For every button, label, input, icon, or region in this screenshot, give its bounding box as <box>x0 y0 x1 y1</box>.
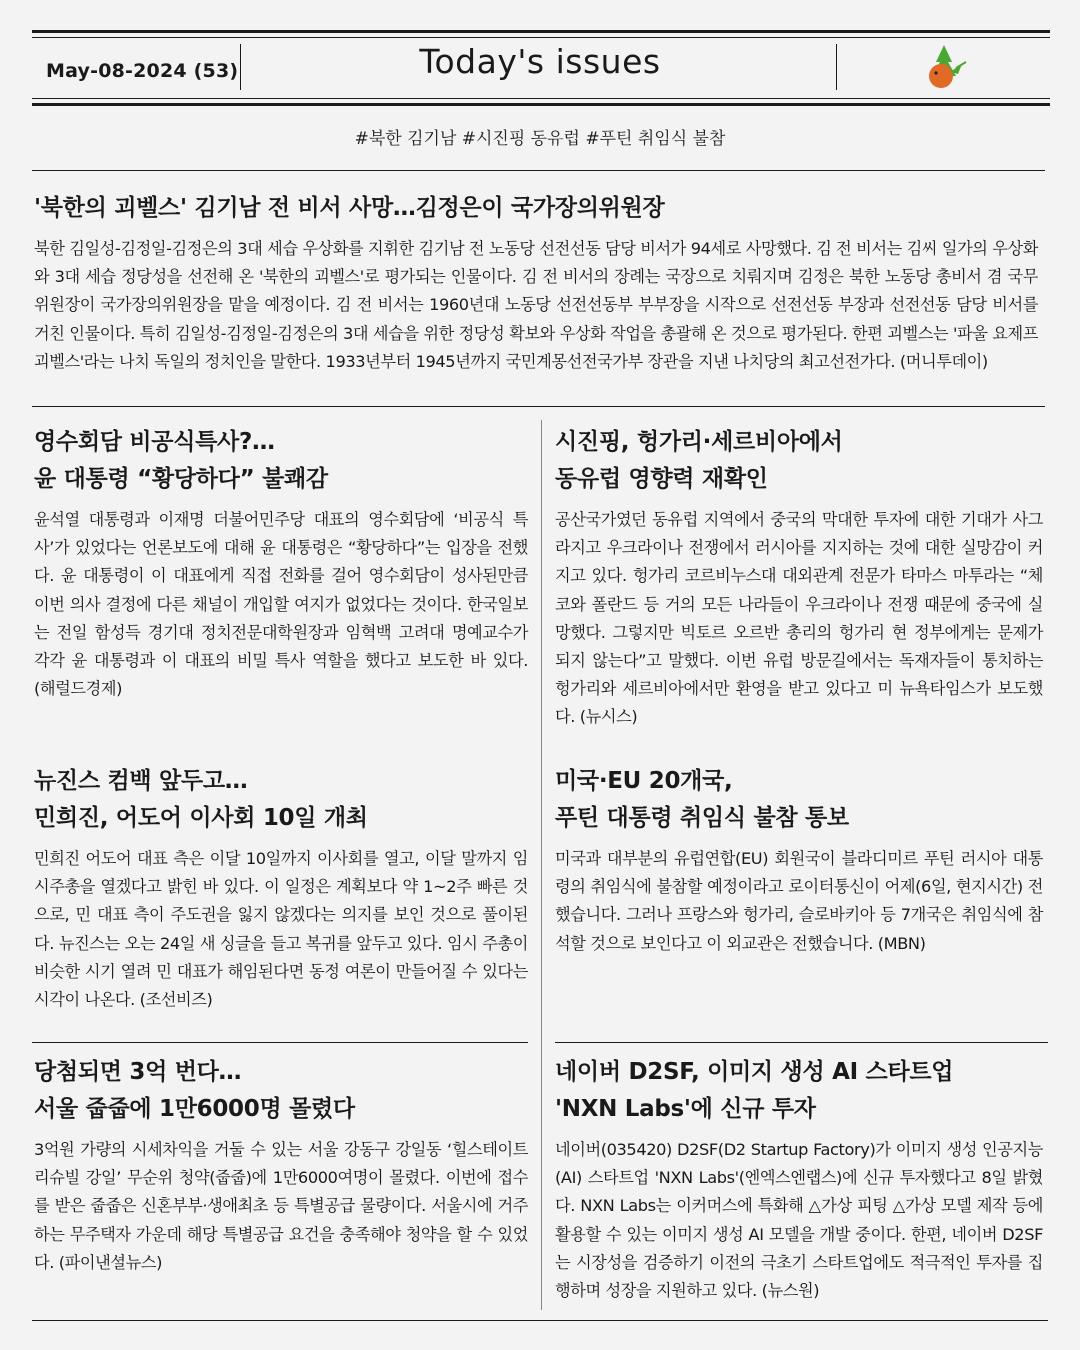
masthead-bottom-rule <box>32 98 1050 99</box>
masthead-divider-left <box>240 44 241 90</box>
article-headline: 미국·EU 20개국, 푸틴 대통령 취임식 불참 통보 <box>555 768 849 831</box>
masthead-divider-right <box>836 44 837 90</box>
article-xi <box>555 424 1043 732</box>
page-bottom-rule <box>32 1320 1048 1321</box>
article-body: 공산국가였던 동유럽 지역에서 중국의 막대한 투자에 대한 기대가 사그라지고 우크라이나 전쟁에서 러시아를 지지하는 것에 대한 실망감이 커지고 있다. 헝가리 코르비누스대 대외관계 전문가 타마스 마투라는 “체코와 폴란드 등 거의 모든 나라들이 우크라이나 전쟁 때문에 중국에 실망했다. 그렇지만 빅토르 오르반 총리의 헝가리 현 정부에게는 문제가 되지 않는다”고 말했다. 이번 유럽 방문길에서는 독재자들이 통치하는 헝가리와 세르비아에서만 환영을 받고 있다고 미 뉴욕타임스가 보도했다. (뉴시스) <box>555 510 1043 727</box>
article-headline: 영수회담 비공식특사?… 윤 대통령 “황당하다” 불쾌감 <box>34 429 328 492</box>
article-headline: 네이버 D2SF, 이미지 생성 AI 스타트업 'NXN Labs'에 신규 투자 <box>555 1059 954 1122</box>
article-putin <box>555 763 1043 958</box>
article-newjeans <box>34 763 528 1014</box>
article-body: 민희진 어도어 대표 측은 이달 10일까지 이사회를 열고, 이달 말까지 임시주총을 열겠다고 밝힌 바 있다. 이 일정은 계획보다 약 1~2주 빠른 것으로, 민 대표 측이 주도권을 잃지 않겠다는 의지를 보인 것으로 풀이된다. 뉴진스는 오는 24일 새 싱글을 들고 복귀를 앞두고 있다. 임시 주총이 비슷한 시기 열려 민 대표가 해임된다면 동정 여론이 만들어질 수 있다는 시각이 나온다. (조선비즈) <box>34 849 528 1010</box>
article-body: 윤석열 대통령과 이재명 더불어민주당 대표의 영수회담에 ‘비공식 특사’가 있었다는 언론보도에 대해 윤 대통령은 “황당하다”는 입장을 전했다. 윤 대통령이 이 대표에게 직접 전화를 걸어 영수회담이 성사된만큼 이번 의사 결정에 다른 채널이 개입할 여지가 없었다는 것이다. 한국일보는 전일 함성득 경기대 정치전문대학원장과 임혁백 고려대 명예교수가 각각 윤 대통령과 이 대표의 비밀 특사 역할을 했다고 보도한 바 있다. (해럴드경제) <box>34 510 528 699</box>
lead-article <box>34 190 1038 376</box>
masthead-top-rule <box>32 30 1050 33</box>
column-divider <box>541 420 542 1310</box>
article-yoon <box>34 424 528 703</box>
article-headline: 당첨되면 3억 번다… 서울 줍줍에 1만6000명 몰렸다 <box>34 1059 355 1122</box>
hashtag-line: #북한 김기남 #시진핑 동유럽 #푸틴 취임식 불참 <box>354 129 726 149</box>
lead-headline: '북한의 괴벨스' 김기남 전 비서 사망…김정은이 국가장의위원장 <box>34 195 665 221</box>
lead-body: 북한 김일성-김정일-김정은의 3대 세습 우상화를 지휘한 김기남 전 노동당 선전선동 담당 비서가 94세로 사망했다. 김 전 비서는 김씨 일가의 우상화와 3대 세습 정당성을 선전해 온 '북한의 괴벨스'로 평가되는 인물이다. 김 전 비서의 장례는 국장으로 치뤄지며 김정은 북한 노동당 총비서 겸 국무위원장이 국가장의위원장을 맡을 예정이다. 김 전 비서는 1960년대 노동당 선전선동부 부부장을 시작으로 선전선동 부장과 선전선동 담당 비서를 거친 인물이다. 특히 김일성-김정일-김정은의 3대 세습을 위한 정당성 확보와 우상화 작업을 총괄해 온 것으로 평가된다. 한편 괴벨스는 '파울 요제프 괴벨스'라는 나치 독일의 정치인을 말한다. 1933년부터 1945년까지 국민계몽선전국가부 장관을 지낸 나치당의 최고선전가다. (머니투데이) <box>34 239 1039 371</box>
section-divider <box>32 406 1045 407</box>
section-divider <box>32 1042 528 1043</box>
tree-bird-logo-icon <box>918 42 970 90</box>
article-body: 3억원 가량의 시세차익을 거둘 수 있는 서울 강동구 강일동 ‘힐스테이트 리슈빌 강일’ 무순위 청약(줍줍)에 1만6000여명이 몰렸다. 이번에 접수를 받은 줍줍은 신혼부부·생애최초 등 특별공급 물량이다. 서울시에 거주하는 무주택자 가운데 해당 특별공급 요건을 충족해야 청약을 할 수 있었다. (파이낸셜뉴스) <box>34 1140 528 1272</box>
article-body: 미국과 대부분의 유럽연합(EU) 회원국이 블라디미르 푸틴 러시아 대통령의 취임식에 불참할 예정이라고 로이터통신이 어제(6일, 현지시간) 전했습니다. 그러나 프랑스와 헝가리, 슬로바키아 등 7개국은 취임식에 참석할 것으로 보인다고 이 외교관은 전했습니다. (MBN) <box>555 849 1043 953</box>
section-divider <box>32 170 1045 171</box>
section-divider <box>555 1042 1048 1043</box>
page-title: Today's issues <box>419 42 661 81</box>
issue-date: May-08-2024 (53) <box>46 60 239 82</box>
article-naver <box>555 1054 1043 1305</box>
article-body: 네이버(035420) D2SF(D2 Startup Factory)가 이미지 생성 인공지능(AI) 스타트업 'NXN Labs'(엔엑스엔랩스)에 신규 투자했다고 8일 밝혔다. NXN Labs는 이커머스에 특화해 △가상 피팅 △가상 모델 제작 등에 활용할 수 있는 이미지 생성 AI 모델을 개발 중이다. 한편, 네이버 D2SF는 시장성을 검증하기 이전의 극초기 스타트업에도 적극적인 투자를 집행하며 성장을 지원하고 있다. (뉴스원) <box>555 1140 1043 1301</box>
article-headline: 뉴진스 컴백 앞두고… 민희진, 어도어 이사회 10일 개최 <box>34 768 368 831</box>
article-headline: 시진핑, 헝가리·세르비아에서 동유럽 영향력 재확인 <box>555 429 843 492</box>
article-lottery <box>34 1054 528 1277</box>
